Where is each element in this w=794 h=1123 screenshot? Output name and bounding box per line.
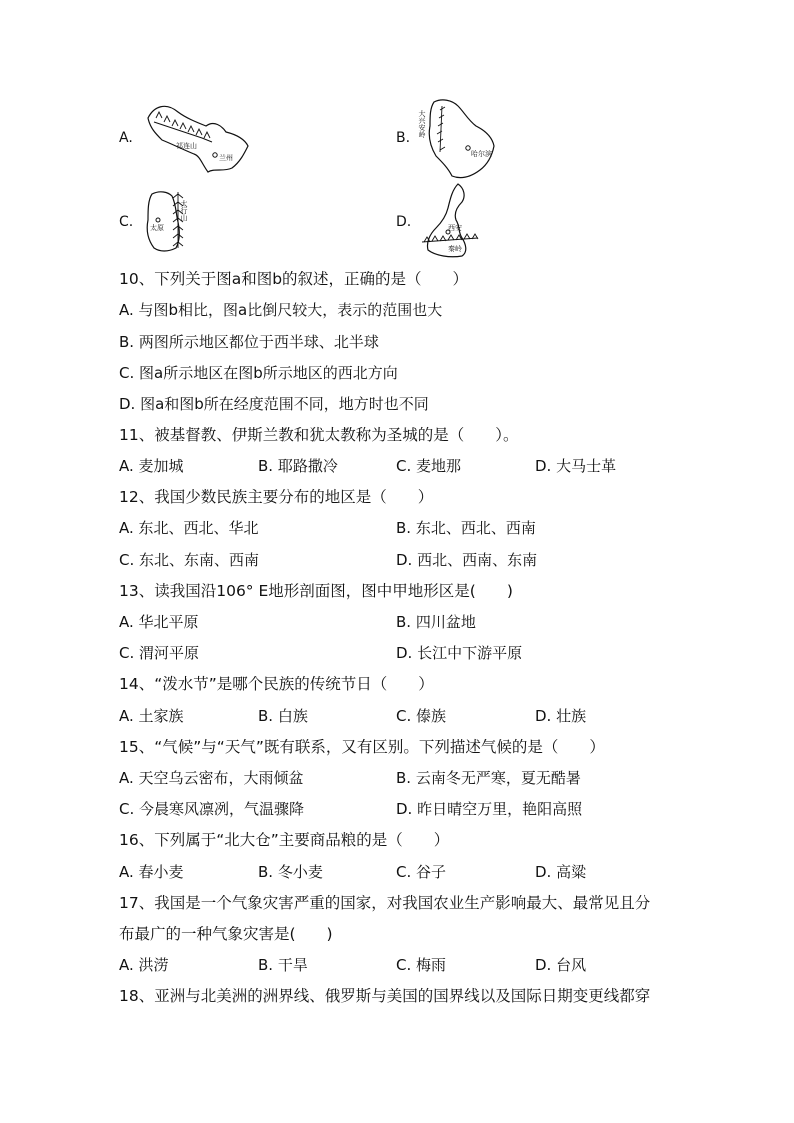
q15-option-b[interactable]: B. 云南冬无严寒，夏无酷暑 [396, 769, 581, 787]
q11-option-d[interactable]: D. 大马士革 [535, 457, 617, 475]
q14-option-b[interactable]: B. 白族 [258, 707, 308, 725]
q14-option-a[interactable]: A. 土家族 [119, 707, 184, 725]
q17-option-a[interactable]: A. 洪涝 [119, 956, 169, 974]
q13-option-c[interactable]: C. 渭河平原 [119, 644, 200, 662]
q16-stem: 16、下列属于“北大仓”主要商品粮的是（ ） [119, 831, 450, 849]
q16-option-a[interactable]: A. 春小麦 [119, 863, 184, 881]
q13-stem: 13、读我国沿106° E地形剖面图，图中甲地形区是( ) [119, 582, 513, 600]
q12-option-b[interactable]: B. 东北、西北、西南 [396, 519, 536, 537]
map-option-b[interactable] [418, 96, 503, 182]
map-option-a-letter: A. [119, 130, 133, 146]
q15-stem: 15、“气候”与“天气”既有联系，又有区别。下列描述气候的是（ ） [119, 738, 605, 756]
q14-option-c[interactable]: C. 傣族 [396, 707, 447, 725]
map-b-label-harbin: 哈尔滨 [471, 150, 492, 158]
q11-option-a[interactable]: A. 麦加城 [119, 457, 184, 475]
q14-option-d[interactable]: D. 壮族 [535, 707, 587, 725]
map-option-c-letter: C. [119, 214, 134, 230]
map-option-a[interactable] [140, 98, 255, 178]
q12-stem: 12、我国少数民族主要分布的地区是（ ） [119, 488, 434, 506]
map-d-label-xian: 西安 [448, 224, 462, 232]
q10-option-d[interactable]: D. 图a和图b所在经度范围不同，地方时也不同 [119, 395, 429, 413]
map-a-label-qilian: 祁连山 [176, 142, 197, 150]
q10-option-b[interactable]: B. 两图所示地区都位于西半球、北半球 [119, 333, 379, 351]
q10-stem: 10、下列关于图a和图b的叙述，正确的是（ ） [119, 270, 469, 288]
q11-option-c[interactable]: C. 麦地那 [396, 457, 462, 475]
map-option-b-letter: B. [396, 130, 411, 146]
q13-option-a[interactable]: A. 华北平原 [119, 613, 199, 631]
q17-option-c[interactable]: C. 梅雨 [396, 956, 447, 974]
q15-option-c[interactable]: C. 今晨寒风凛冽，气温骤降 [119, 800, 305, 818]
q15-option-d[interactable]: D. 昨日晴空万里，艳阳高照 [396, 800, 583, 818]
q16-option-b[interactable]: B. 冬小麦 [258, 863, 323, 881]
map-d-label-qinling: 秦岭 [448, 245, 462, 253]
q17-stem-line1: 17、我国是一个气象灾害严重的国家，对我国农业生产影响最大、最常见且分 [119, 894, 651, 912]
q18-stem-line1: 18、亚洲与北美洲的洲界线、俄罗斯与美国的国界线以及国际日期变更线都穿 [119, 987, 651, 1005]
q16-option-c[interactable]: C. 谷子 [396, 863, 447, 881]
q12-option-a[interactable]: A. 东北、西北、华北 [119, 519, 259, 537]
q12-option-d[interactable]: D. 西北、西南、东南 [396, 551, 538, 569]
map-c-label-taihang: 太行山 [180, 200, 188, 221]
q13-option-b[interactable]: B. 四川盆地 [396, 613, 476, 631]
map-option-c[interactable] [140, 186, 200, 256]
map-option-d[interactable] [418, 180, 488, 260]
q16-option-d[interactable]: D. 高粱 [535, 863, 587, 881]
q17-option-b[interactable]: B. 干旱 [258, 956, 308, 974]
q11-option-b[interactable]: B. 耶路撒冷 [258, 457, 338, 475]
map-a-label-lanzhou: 兰州 [219, 154, 233, 162]
q11-stem: 11、被基督教、伊斯兰教和犹太教称为圣城的是（ ）。 [119, 426, 519, 444]
q17-stem-line2: 布最广的一种气象灾害是( ) [119, 925, 333, 943]
q12-option-c[interactable]: C. 东北、东南、西南 [119, 551, 260, 569]
q10-option-a[interactable]: A. 与图b相比，图a比倒尺较大，表示的范围也大 [119, 301, 443, 319]
q15-option-a[interactable]: A. 天空乌云密布，大雨倾盆 [119, 769, 304, 787]
q10-option-c[interactable]: C. 图a所示地区在图b所示地区的西北方向 [119, 364, 398, 382]
q17-option-d[interactable]: D. 台风 [535, 956, 587, 974]
map-option-d-letter: D. [396, 214, 412, 230]
map-b-label-daxinganling: 大兴安岭 [418, 110, 426, 138]
map-c-label-taiyuan: 太原 [150, 224, 164, 232]
q14-stem: 14、“泼水节”是哪个民族的传统节日（ ） [119, 675, 434, 693]
q13-option-d[interactable]: D. 长江中下游平原 [396, 644, 523, 662]
